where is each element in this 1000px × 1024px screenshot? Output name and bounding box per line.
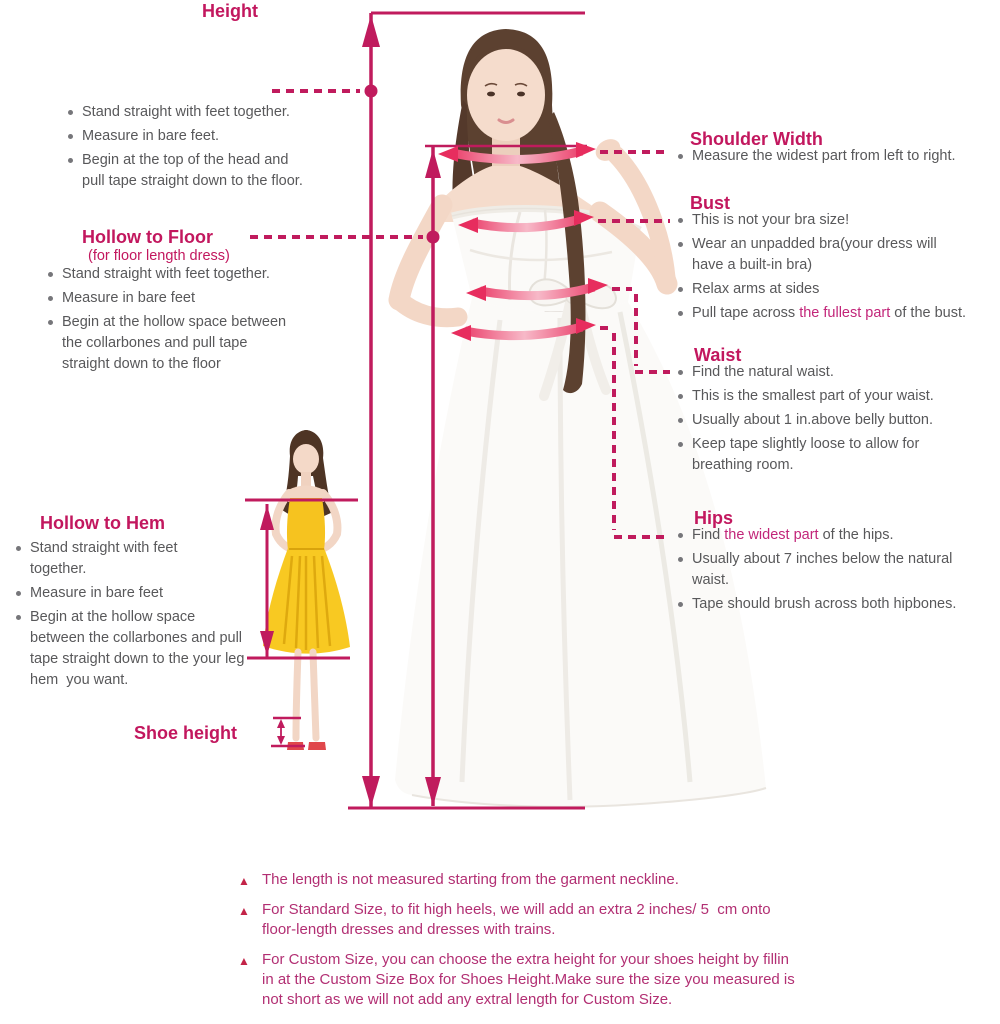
waist-instructions — [676, 362, 998, 479]
bullet-dot-icon — [68, 134, 73, 139]
bottom-notes — [238, 870, 838, 1020]
bullet-dot-icon — [16, 546, 21, 551]
hollow-to-floor-instructions — [46, 264, 326, 378]
bullet-dot-icon — [678, 394, 683, 399]
note-item: ▲ The length is not measured starting from the garment neckline. — [238, 870, 838, 890]
hollow-to-hem-instruction-item: Measure in bare feet — [14, 583, 274, 604]
warning-triangle-icon: ▲ — [238, 954, 250, 968]
bust-title: Bust — [690, 193, 730, 213]
waist-instruction-item: Find the natural waist. — [676, 362, 998, 383]
bullet-dot-icon — [678, 154, 683, 159]
bullet-dot-icon — [16, 591, 21, 596]
bust-instruction-item: Wear an unpadded bra(your dress will have a built-in bra) — [676, 234, 998, 276]
hips-instruction-item: Find the widest part of the hips. — [676, 525, 998, 546]
bullet-dot-icon — [68, 110, 73, 115]
height-instruction-item: Begin at the top of the head and pull tape straight down to the floor. — [66, 150, 336, 192]
bust-instruction-item: Pull tape across the fullest part of the bust. — [676, 303, 998, 324]
bullet-dot-icon — [678, 311, 683, 316]
hollow-to-floor-instruction-item: Measure in bare feet — [46, 288, 326, 309]
hollow-to-hem-instructions — [14, 538, 274, 694]
bullet-dot-icon — [678, 218, 683, 223]
hollow-to-hem-instruction-item: Begin at the hollow space between the collarbones and pull tape straight down to the your leg hem you want. — [14, 607, 274, 691]
hollow-to-floor-instruction-item: Stand straight with feet together. — [46, 264, 326, 285]
bust-instruction-item: This is not your bra size! — [676, 210, 998, 231]
bullet-dot-icon — [48, 272, 53, 277]
bust-instructions — [676, 210, 998, 327]
warning-triangle-icon: ▲ — [238, 904, 250, 918]
bullet-dot-icon — [68, 158, 73, 163]
bullet-dot-icon — [678, 557, 683, 562]
bullet-dot-icon — [48, 320, 53, 325]
small-model-figure — [263, 430, 350, 750]
warning-triangle-icon: ▲ — [238, 874, 250, 888]
bullet-dot-icon — [678, 533, 683, 538]
bullet-dot-icon — [678, 442, 683, 447]
hollow-to-floor-instruction-item: Begin at the hollow space between the collarbones and pull tape straight down to the floor — [46, 312, 326, 375]
hips-instruction-item: Tape should brush across both hipbones. — [676, 594, 998, 615]
hips-title: Hips — [694, 508, 734, 528]
bust-instruction-item: Relax arms at sides — [676, 279, 998, 300]
height-instruction-item: Measure in bare feet. — [66, 126, 336, 147]
height-title: Height — [202, 1, 258, 21]
bullet-dot-icon — [48, 296, 53, 301]
hollow-to-floor-subtitle: (for floor length dress) — [88, 248, 230, 264]
bullet-dot-icon — [678, 370, 683, 375]
waist-instruction-item: Usually about 1 in.above belly button. — [676, 410, 998, 431]
bullet-dot-icon — [678, 602, 683, 607]
height-instruction-item: Stand straight with feet together. — [66, 102, 336, 123]
shoulder-width-instruction-item: Measure the widest part from left to right. — [676, 146, 998, 167]
waist-title: Waist — [694, 345, 742, 365]
bullet-dot-icon — [678, 242, 683, 247]
bullet-dot-icon — [678, 287, 683, 292]
hollow-to-hem-title: Hollow to Hem — [40, 513, 165, 533]
hollow-to-hem-instruction-item: Stand straight with feet together. — [14, 538, 274, 580]
hollow-to-floor-title: Hollow to Floor — [82, 227, 213, 247]
shoe-height-marker — [271, 718, 305, 746]
waist-instruction-item: Keep tape slightly loose to allow for breathing room. — [676, 434, 998, 476]
note-item: ▲ For Standard Size, to fit high heels, we will add an extra 2 inches/ 5 cm onto floor-length dresses and dresses with trains. — [238, 901, 771, 938]
shoulder-width-instructions — [676, 146, 998, 170]
height-instructions — [66, 102, 336, 195]
note-item: ▲ For Custom Size, you can choose the extra height for your shoes height by fillin in at the Custom Size Box for Shoes Height.Make sure the size you measured is not short as we will not add any extral length for Custom Size. — [238, 951, 795, 1008]
shoe-height-title: Shoe height — [134, 723, 237, 743]
shoulder-width-title: Shoulder Width — [690, 129, 823, 149]
bullet-dot-icon — [16, 615, 21, 620]
hips-instruction-item: Usually about 7 inches below the natural waist. — [676, 549, 998, 591]
hips-instructions — [676, 525, 998, 618]
waist-instruction-item: This is the smallest part of your waist. — [676, 386, 998, 407]
height-measure-line — [362, 13, 380, 808]
bullet-dot-icon — [678, 418, 683, 423]
